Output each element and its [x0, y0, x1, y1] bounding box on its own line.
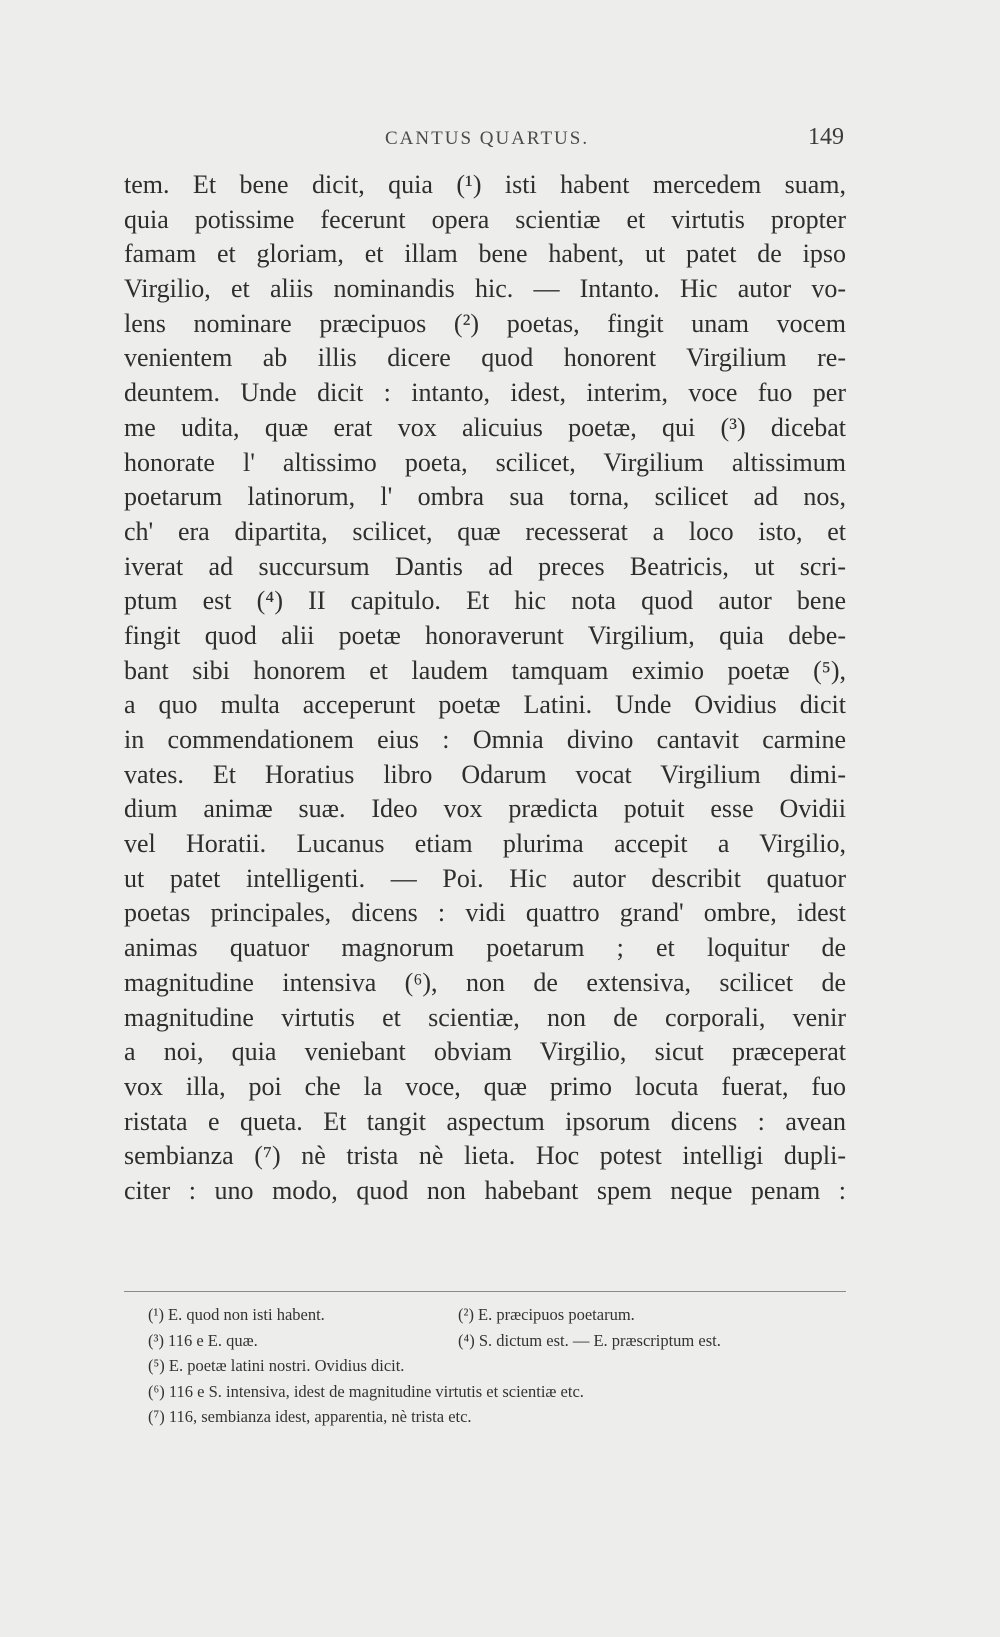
text-line: fingit quod alii poetæ honoraverunt Virgilium, quia debe- — [124, 620, 846, 650]
text-line: deuntem. Unde dicit : intanto, idest, interim, voce fuo per — [124, 378, 846, 408]
page-number: 149 — [808, 124, 844, 150]
text-line: me udita, quæ erat vox alicuius poetæ, qui (³) dicebat — [124, 412, 846, 442]
text-line: a quo multa acceperunt poetæ Latini. Unde Ovidius dicit — [124, 690, 846, 720]
footnote-row — [148, 1302, 848, 1328]
footnote: (¹) E. quod non isti habent. — [148, 1305, 325, 1324]
text-line: honorate l' altissimo poeta, scilicet, Virgilium altissimum — [124, 447, 846, 477]
text-line: bant sibi honorem et laudem tamquam eximio poetæ (⁵), — [124, 655, 846, 685]
text-line: citer : uno modo, quod non habebant spem neque penam : — [124, 1175, 846, 1205]
text-line: poetas principales, dicens : vidi quattro grand' ombre, idest — [124, 898, 846, 928]
text-line: magnitudine intensiva (⁶), non de extensiva, scilicet de — [124, 967, 846, 997]
text-line: Virgilio, et aliis nominandis hic. — Intanto. Hic autor vo- — [124, 274, 846, 304]
text-line: venientem ab illis dicere quod honorent Virgilium re- — [124, 343, 846, 373]
footnote: (⁶) 116 e S. intensiva, idest de magnitudine virtutis et scientiæ etc. — [148, 1381, 584, 1401]
text-line: magnitudine virtutis et scientiæ, non de corporali, venir — [124, 1002, 846, 1032]
footnote: (³) 116 e E. quæ. — [148, 1330, 258, 1350]
text-line: vox illa, poi che la voce, quæ primo locuta fuerat, fuo — [124, 1071, 846, 1101]
footnote-row — [148, 1379, 848, 1405]
body-text — [124, 168, 846, 1209]
footnote: (⁷) 116, sembianza idest, apparentia, nè trista etc. — [148, 1407, 472, 1426]
text-line: ristata e queta. Et tangit aspectum ipsorum dicens : avean — [124, 1106, 846, 1136]
text-line: sembianza (⁷) nè trista nè lieta. Hoc potest intelligi dupli- — [124, 1141, 846, 1171]
text-line: animas quatuor magnorum poetarum ; et loquitur de — [124, 933, 846, 963]
text-line: tem. Et bene dicit, quia (¹) isti habent mercedem suam, — [124, 170, 846, 199]
text-line: ptum est (⁴) II capitulo. Et hic nota quod autor bene — [124, 586, 846, 616]
footnote-row — [148, 1328, 848, 1354]
text-line: vel Horatii. Lucanus etiam plurima accepit a Virgilio, — [124, 829, 846, 859]
text-line: iverat ad succursum Dantis ad preces Beatricis, ut scri- — [124, 551, 846, 581]
text-line: a noi, quia veniebant obviam Virgilio, sicut præceperat — [124, 1037, 846, 1067]
footnotes — [148, 1302, 848, 1430]
footnote: (⁵) E. poetæ latini nostri. Ovidius dicit. — [148, 1356, 405, 1375]
running-head: CANTUS QUARTUS. — [385, 128, 590, 149]
text-line: dium animæ suæ. Ideo vox prædicta potuit esse Ovidii — [124, 794, 846, 824]
text-line: ut patet intelligenti. — Poi. Hic autor describit quatuor — [124, 863, 846, 893]
text-line: famam et gloriam, et illam bene habent, ut patet de ipso — [124, 239, 846, 269]
footnote: (²) E. præcipuos poetarum. — [458, 1305, 635, 1324]
footnote-row — [148, 1353, 848, 1379]
footnote-divider — [124, 1291, 846, 1292]
footnote-row — [148, 1404, 848, 1430]
text-line: vates. Et Horatius libro Odarum vocat Virgilium dimi- — [124, 759, 846, 789]
text-line: poetarum latinorum, l' ombra sua torna, scilicet ad nos, — [124, 482, 846, 512]
text-line: in commendationem eius : Omnia divino cantavit carmine — [124, 725, 846, 754]
footnote: (⁴) S. dictum est. — E. præscriptum est. — [458, 1330, 721, 1350]
text-line: quia potissime fecerunt opera scientiæ et virtutis propter — [124, 204, 846, 234]
text-line: ch' era dipartita, scilicet, quæ recesserat a loco isto, et — [124, 516, 846, 546]
text-line: lens nominare præcipuos (²) poetas, fingit unam vocem — [124, 308, 846, 338]
